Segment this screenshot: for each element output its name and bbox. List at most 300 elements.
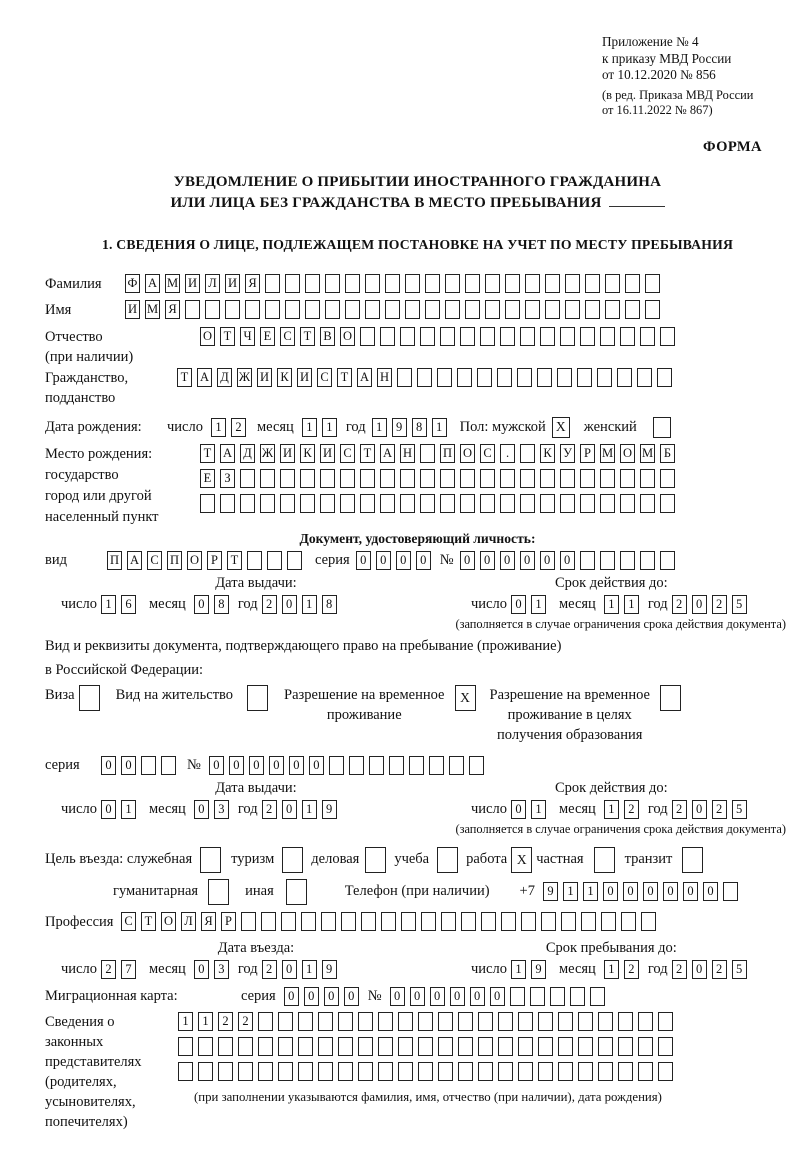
char-cell[interactable]: 0 (416, 551, 431, 570)
char-cell[interactable]: Н (377, 368, 392, 387)
purpose-study-checkbox[interactable] (437, 847, 458, 873)
char-cell[interactable]: 1 (121, 800, 136, 819)
char-cell[interactable]: 5 (732, 800, 747, 819)
char-cell[interactable] (378, 1012, 393, 1031)
char-cell[interactable]: 6 (121, 595, 136, 614)
char-cell[interactable]: Т (337, 368, 352, 387)
char-cell[interactable] (637, 368, 652, 387)
char-cell[interactable]: 7 (121, 960, 136, 979)
char-cell[interactable]: 2 (218, 1012, 233, 1031)
char-cell[interactable]: 0 (410, 987, 425, 1006)
char-cell[interactable] (401, 912, 416, 931)
char-cell[interactable] (325, 274, 340, 293)
char-cell[interactable]: С (147, 551, 162, 570)
char-cell[interactable] (560, 327, 575, 346)
char-cell[interactable]: 0 (692, 800, 707, 819)
char-cell[interactable] (541, 912, 556, 931)
temp-residence-checkbox[interactable]: X (455, 685, 476, 711)
char-cell[interactable]: И (280, 444, 295, 463)
char-cell[interactable]: 0 (603, 882, 618, 901)
char-cell[interactable] (545, 300, 560, 319)
char-cell[interactable]: 5 (732, 595, 747, 614)
char-cell[interactable]: А (145, 274, 160, 293)
char-cell[interactable]: У (560, 444, 575, 463)
char-cell[interactable] (538, 1062, 553, 1081)
char-cell[interactable] (340, 469, 355, 488)
char-cell[interactable] (600, 469, 615, 488)
char-cell[interactable] (657, 368, 672, 387)
char-cell[interactable] (660, 327, 675, 346)
char-cell[interactable]: 2 (262, 800, 277, 819)
char-cell[interactable]: Е (200, 469, 215, 488)
char-cell[interactable] (485, 274, 500, 293)
char-cell[interactable] (460, 494, 475, 513)
char-cell[interactable] (640, 469, 655, 488)
char-cell[interactable] (398, 1012, 413, 1031)
char-cell[interactable]: 2 (672, 960, 687, 979)
char-cell[interactable] (458, 1062, 473, 1081)
char-cell[interactable] (521, 912, 536, 931)
char-cell[interactable]: 0 (269, 756, 284, 775)
char-cell[interactable] (590, 987, 605, 1006)
char-cell[interactable] (520, 327, 535, 346)
char-cell[interactable] (358, 1037, 373, 1056)
char-cell[interactable] (538, 1012, 553, 1031)
visa-checkbox[interactable] (79, 685, 100, 711)
char-cell[interactable] (445, 300, 460, 319)
char-cell[interactable] (480, 327, 495, 346)
char-cell[interactable] (280, 469, 295, 488)
char-cell[interactable] (498, 1037, 513, 1056)
char-cell[interactable]: Т (360, 444, 375, 463)
residence-permit-checkbox[interactable] (247, 685, 268, 711)
char-cell[interactable]: Ж (237, 368, 252, 387)
char-cell[interactable] (525, 274, 540, 293)
char-cell[interactable]: 0 (540, 551, 555, 570)
char-cell[interactable]: 0 (430, 987, 445, 1006)
char-cell[interactable] (525, 300, 540, 319)
char-cell[interactable]: 2 (101, 960, 116, 979)
char-cell[interactable] (520, 469, 535, 488)
char-cell[interactable]: 9 (543, 882, 558, 901)
char-cell[interactable]: 1 (211, 418, 226, 437)
char-cell[interactable] (658, 1037, 673, 1056)
char-cell[interactable]: 2 (238, 1012, 253, 1031)
char-cell[interactable] (620, 551, 635, 570)
purpose-humanitarian-checkbox[interactable] (208, 879, 229, 905)
char-cell[interactable] (205, 300, 220, 319)
char-cell[interactable] (417, 368, 432, 387)
char-cell[interactable]: 0 (560, 551, 575, 570)
char-cell[interactable] (425, 274, 440, 293)
char-cell[interactable] (400, 469, 415, 488)
char-cell[interactable] (420, 494, 435, 513)
char-cell[interactable] (438, 1062, 453, 1081)
char-cell[interactable]: А (380, 444, 395, 463)
char-cell[interactable] (261, 912, 276, 931)
char-cell[interactable] (540, 494, 555, 513)
char-cell[interactable] (437, 368, 452, 387)
char-cell[interactable] (565, 274, 580, 293)
char-cell[interactable] (458, 1012, 473, 1031)
char-cell[interactable] (580, 327, 595, 346)
char-cell[interactable] (601, 912, 616, 931)
char-cell[interactable] (265, 274, 280, 293)
char-cell[interactable]: 0 (194, 595, 209, 614)
char-cell[interactable]: 0 (490, 987, 505, 1006)
char-cell[interactable]: Ф (125, 274, 140, 293)
char-cell[interactable]: 0 (282, 595, 297, 614)
char-cell[interactable]: С (480, 444, 495, 463)
char-cell[interactable]: Р (221, 912, 236, 931)
char-cell[interactable] (457, 368, 472, 387)
char-cell[interactable]: О (161, 912, 176, 931)
char-cell[interactable]: 0 (304, 987, 319, 1006)
char-cell[interactable]: 5 (732, 960, 747, 979)
char-cell[interactable] (560, 494, 575, 513)
char-cell[interactable] (478, 1037, 493, 1056)
char-cell[interactable]: Л (181, 912, 196, 931)
char-cell[interactable] (420, 469, 435, 488)
char-cell[interactable]: 2 (672, 800, 687, 819)
char-cell[interactable]: И (225, 274, 240, 293)
char-cell[interactable] (580, 469, 595, 488)
char-cell[interactable]: 2 (624, 960, 639, 979)
char-cell[interactable]: 0 (121, 756, 136, 775)
char-cell[interactable]: К (300, 444, 315, 463)
char-cell[interactable] (198, 1037, 213, 1056)
char-cell[interactable]: 1 (178, 1012, 193, 1031)
char-cell[interactable]: 0 (101, 756, 116, 775)
char-cell[interactable] (498, 1012, 513, 1031)
char-cell[interactable] (440, 469, 455, 488)
char-cell[interactable] (500, 327, 515, 346)
char-cell[interactable] (240, 469, 255, 488)
char-cell[interactable] (505, 300, 520, 319)
char-cell[interactable] (338, 1062, 353, 1081)
char-cell[interactable]: 8 (322, 595, 337, 614)
char-cell[interactable]: 2 (712, 595, 727, 614)
char-cell[interactable] (500, 494, 515, 513)
char-cell[interactable] (625, 300, 640, 319)
char-cell[interactable] (600, 327, 615, 346)
char-cell[interactable] (625, 274, 640, 293)
char-cell[interactable]: Р (207, 551, 222, 570)
char-cell[interactable] (500, 469, 515, 488)
char-cell[interactable] (481, 912, 496, 931)
char-cell[interactable]: А (357, 368, 372, 387)
char-cell[interactable] (341, 912, 356, 931)
char-cell[interactable]: 0 (511, 800, 526, 819)
char-cell[interactable] (480, 469, 495, 488)
char-cell[interactable] (621, 912, 636, 931)
char-cell[interactable]: З (220, 469, 235, 488)
char-cell[interactable]: 2 (672, 595, 687, 614)
char-cell[interactable] (465, 300, 480, 319)
char-cell[interactable] (298, 1062, 313, 1081)
char-cell[interactable] (400, 494, 415, 513)
char-cell[interactable] (298, 1012, 313, 1031)
char-cell[interactable] (605, 300, 620, 319)
char-cell[interactable] (645, 274, 660, 293)
char-cell[interactable]: 9 (531, 960, 546, 979)
char-cell[interactable] (420, 444, 435, 463)
char-cell[interactable] (258, 1062, 273, 1081)
char-cell[interactable] (578, 1037, 593, 1056)
char-cell[interactable] (318, 1062, 333, 1081)
char-cell[interactable] (380, 327, 395, 346)
char-cell[interactable]: . (500, 444, 515, 463)
char-cell[interactable]: В (320, 327, 335, 346)
char-cell[interactable]: 9 (322, 960, 337, 979)
char-cell[interactable] (338, 1012, 353, 1031)
char-cell[interactable] (360, 469, 375, 488)
char-cell[interactable] (318, 1037, 333, 1056)
char-cell[interactable] (581, 912, 596, 931)
char-cell[interactable] (440, 327, 455, 346)
char-cell[interactable]: Ч (240, 327, 255, 346)
char-cell[interactable] (220, 494, 235, 513)
char-cell[interactable] (345, 300, 360, 319)
char-cell[interactable] (365, 274, 380, 293)
char-cell[interactable] (420, 327, 435, 346)
char-cell[interactable] (640, 494, 655, 513)
char-cell[interactable] (340, 494, 355, 513)
char-cell[interactable] (585, 274, 600, 293)
char-cell[interactable]: 3 (214, 960, 229, 979)
char-cell[interactable] (429, 756, 444, 775)
char-cell[interactable] (405, 300, 420, 319)
char-cell[interactable] (540, 469, 555, 488)
char-cell[interactable]: 1 (302, 960, 317, 979)
char-cell[interactable] (380, 494, 395, 513)
char-cell[interactable] (361, 912, 376, 931)
char-cell[interactable] (320, 494, 335, 513)
char-cell[interactable]: 0 (282, 960, 297, 979)
purpose-work-checkbox[interactable]: X (511, 847, 532, 873)
char-cell[interactable]: А (197, 368, 212, 387)
char-cell[interactable] (660, 494, 675, 513)
char-cell[interactable] (418, 1012, 433, 1031)
char-cell[interactable]: 1 (101, 595, 116, 614)
char-cell[interactable]: 2 (231, 418, 246, 437)
char-cell[interactable]: Т (177, 368, 192, 387)
char-cell[interactable] (597, 368, 612, 387)
char-cell[interactable]: 0 (480, 551, 495, 570)
char-cell[interactable] (520, 444, 535, 463)
char-cell[interactable] (438, 1037, 453, 1056)
char-cell[interactable]: 0 (623, 882, 638, 901)
char-cell[interactable]: 3 (214, 800, 229, 819)
char-cell[interactable]: 1 (604, 800, 619, 819)
char-cell[interactable]: И (257, 368, 272, 387)
char-cell[interactable] (638, 1062, 653, 1081)
char-cell[interactable] (298, 1037, 313, 1056)
char-cell[interactable]: 0 (520, 551, 535, 570)
char-cell[interactable] (469, 756, 484, 775)
char-cell[interactable]: 2 (712, 800, 727, 819)
char-cell[interactable] (645, 300, 660, 319)
char-cell[interactable]: 1 (624, 595, 639, 614)
char-cell[interactable] (620, 327, 635, 346)
char-cell[interactable] (550, 987, 565, 1006)
char-cell[interactable] (141, 756, 156, 775)
char-cell[interactable] (258, 1012, 273, 1031)
char-cell[interactable] (321, 912, 336, 931)
char-cell[interactable]: 9 (392, 418, 407, 437)
char-cell[interactable] (305, 300, 320, 319)
char-cell[interactable] (501, 912, 516, 931)
char-cell[interactable] (278, 1037, 293, 1056)
purpose-transit-checkbox[interactable] (682, 847, 703, 873)
char-cell[interactable]: 1 (302, 595, 317, 614)
char-cell[interactable] (161, 756, 176, 775)
char-cell[interactable] (460, 327, 475, 346)
char-cell[interactable] (300, 494, 315, 513)
char-cell[interactable] (267, 551, 282, 570)
char-cell[interactable]: А (220, 444, 235, 463)
char-cell[interactable] (561, 912, 576, 931)
char-cell[interactable] (440, 494, 455, 513)
char-cell[interactable] (385, 300, 400, 319)
char-cell[interactable]: 1 (563, 882, 578, 901)
char-cell[interactable] (598, 1062, 613, 1081)
char-cell[interactable] (545, 274, 560, 293)
char-cell[interactable] (320, 469, 335, 488)
char-cell[interactable] (600, 551, 615, 570)
char-cell[interactable] (485, 300, 500, 319)
char-cell[interactable] (598, 1012, 613, 1031)
char-cell[interactable]: 0 (249, 756, 264, 775)
char-cell[interactable] (225, 300, 240, 319)
char-cell[interactable] (638, 1012, 653, 1031)
char-cell[interactable]: 1 (302, 418, 317, 437)
char-cell[interactable]: 8 (412, 418, 427, 437)
char-cell[interactable] (358, 1062, 373, 1081)
char-cell[interactable] (620, 494, 635, 513)
char-cell[interactable] (449, 756, 464, 775)
char-cell[interactable] (381, 912, 396, 931)
char-cell[interactable] (405, 274, 420, 293)
char-cell[interactable]: 1 (198, 1012, 213, 1031)
char-cell[interactable] (198, 1062, 213, 1081)
char-cell[interactable] (658, 1062, 673, 1081)
char-cell[interactable]: 0 (376, 551, 391, 570)
char-cell[interactable] (520, 494, 535, 513)
char-cell[interactable]: И (320, 444, 335, 463)
char-cell[interactable] (618, 1037, 633, 1056)
char-cell[interactable] (518, 1037, 533, 1056)
char-cell[interactable]: Т (300, 327, 315, 346)
char-cell[interactable] (360, 494, 375, 513)
char-cell[interactable] (560, 469, 575, 488)
char-cell[interactable]: 0 (683, 882, 698, 901)
char-cell[interactable]: 1 (511, 960, 526, 979)
char-cell[interactable] (620, 469, 635, 488)
char-cell[interactable] (358, 1012, 373, 1031)
char-cell[interactable] (537, 368, 552, 387)
char-cell[interactable]: Н (400, 444, 415, 463)
char-cell[interactable] (458, 1037, 473, 1056)
char-cell[interactable]: С (317, 368, 332, 387)
char-cell[interactable] (538, 1037, 553, 1056)
char-cell[interactable]: 2 (262, 960, 277, 979)
char-cell[interactable] (558, 1062, 573, 1081)
char-cell[interactable] (398, 1062, 413, 1081)
char-cell[interactable] (240, 494, 255, 513)
char-cell[interactable] (658, 1012, 673, 1031)
char-cell[interactable]: И (125, 300, 140, 319)
char-cell[interactable] (301, 912, 316, 931)
char-cell[interactable] (585, 300, 600, 319)
char-cell[interactable]: 0 (194, 800, 209, 819)
char-cell[interactable]: 0 (344, 987, 359, 1006)
char-cell[interactable] (510, 987, 525, 1006)
char-cell[interactable] (478, 1012, 493, 1031)
char-cell[interactable] (618, 1012, 633, 1031)
char-cell[interactable]: Е (260, 327, 275, 346)
char-cell[interactable]: П (440, 444, 455, 463)
char-cell[interactable] (329, 756, 344, 775)
char-cell[interactable] (385, 274, 400, 293)
char-cell[interactable] (641, 912, 656, 931)
char-cell[interactable]: Я (165, 300, 180, 319)
char-cell[interactable]: Д (217, 368, 232, 387)
char-cell[interactable]: М (640, 444, 655, 463)
char-cell[interactable] (460, 469, 475, 488)
char-cell[interactable]: А (127, 551, 142, 570)
char-cell[interactable]: С (121, 912, 136, 931)
char-cell[interactable]: 1 (302, 800, 317, 819)
char-cell[interactable] (445, 274, 460, 293)
char-cell[interactable]: О (460, 444, 475, 463)
char-cell[interactable]: 0 (500, 551, 515, 570)
char-cell[interactable] (565, 300, 580, 319)
char-cell[interactable] (640, 551, 655, 570)
char-cell[interactable]: 1 (322, 418, 337, 437)
char-cell[interactable] (578, 1012, 593, 1031)
char-cell[interactable] (400, 327, 415, 346)
char-cell[interactable]: 2 (624, 800, 639, 819)
char-cell[interactable]: 0 (324, 987, 339, 1006)
char-cell[interactable] (338, 1037, 353, 1056)
char-cell[interactable] (425, 300, 440, 319)
char-cell[interactable]: 0 (101, 800, 116, 819)
char-cell[interactable] (280, 494, 295, 513)
char-cell[interactable] (360, 327, 375, 346)
char-cell[interactable] (598, 1037, 613, 1056)
char-cell[interactable]: М (165, 274, 180, 293)
char-cell[interactable] (505, 274, 520, 293)
char-cell[interactable] (178, 1062, 193, 1081)
char-cell[interactable]: М (600, 444, 615, 463)
char-cell[interactable] (178, 1037, 193, 1056)
char-cell[interactable] (518, 1012, 533, 1031)
char-cell[interactable] (409, 756, 424, 775)
char-cell[interactable] (421, 912, 436, 931)
char-cell[interactable] (461, 912, 476, 931)
char-cell[interactable]: 0 (450, 987, 465, 1006)
char-cell[interactable]: Я (201, 912, 216, 931)
char-cell[interactable]: Т (220, 327, 235, 346)
char-cell[interactable] (398, 1037, 413, 1056)
temp-residence-edu-checkbox[interactable] (660, 685, 681, 711)
char-cell[interactable] (498, 1062, 513, 1081)
char-cell[interactable]: 0 (289, 756, 304, 775)
char-cell[interactable]: 2 (262, 595, 277, 614)
char-cell[interactable] (247, 551, 262, 570)
char-cell[interactable]: 0 (282, 800, 297, 819)
